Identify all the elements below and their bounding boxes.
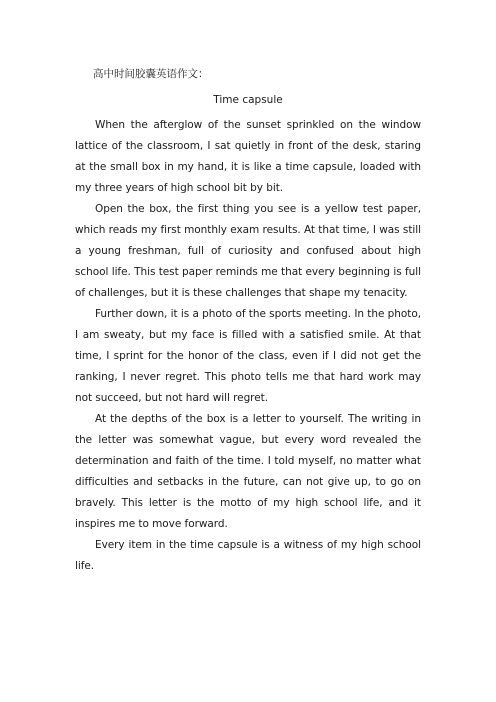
paragraph-5: Every item in the time capsule is a witness of my high school life. [75,539,421,572]
paragraph-3: Further down, it is a photo of the sports meeting. In the photo, I am sweaty, but my face is filled with a satisfied smile. At that time, I sprint for the honor of the class, even if I did not get the ranking, I never regret. This photo tells me that hard work may not succeed, but not hard will regret. [75,308,421,404]
essay-title: Time capsule [213,94,283,106]
paragraph-1: When the afterglow of the sunset sprinkled on the window lattice of the classroom, I sat quietly in front of the desk, staring at the small box in my hand, it is like a time capsule, loaded with my three years of high school bit by bit. [75,119,421,194]
essay-heading: 高中时间胶囊英语作文： [93,68,209,80]
essay-body [75,115,421,577]
paragraph-2: Open the box, the first thing you see is a yellow test paper, which reads my first monthly exam results. At that time, I was still a young freshman, full of curiosity and confused about high school life. This test paper reminds me that every beginning is full of challenges, but it is these challenges that shape my tenacity. [75,203,421,299]
paragraph-4: At the depths of the box is a letter to yourself. The writing in the letter was somewhat vague, but every word revealed the determination and faith of the time. I told myself, no matter what difficulties and setbacks in the future, can not give up, to go on bravely. This letter is the motto of my high school life, and it inspires me to move forward. [75,413,421,530]
